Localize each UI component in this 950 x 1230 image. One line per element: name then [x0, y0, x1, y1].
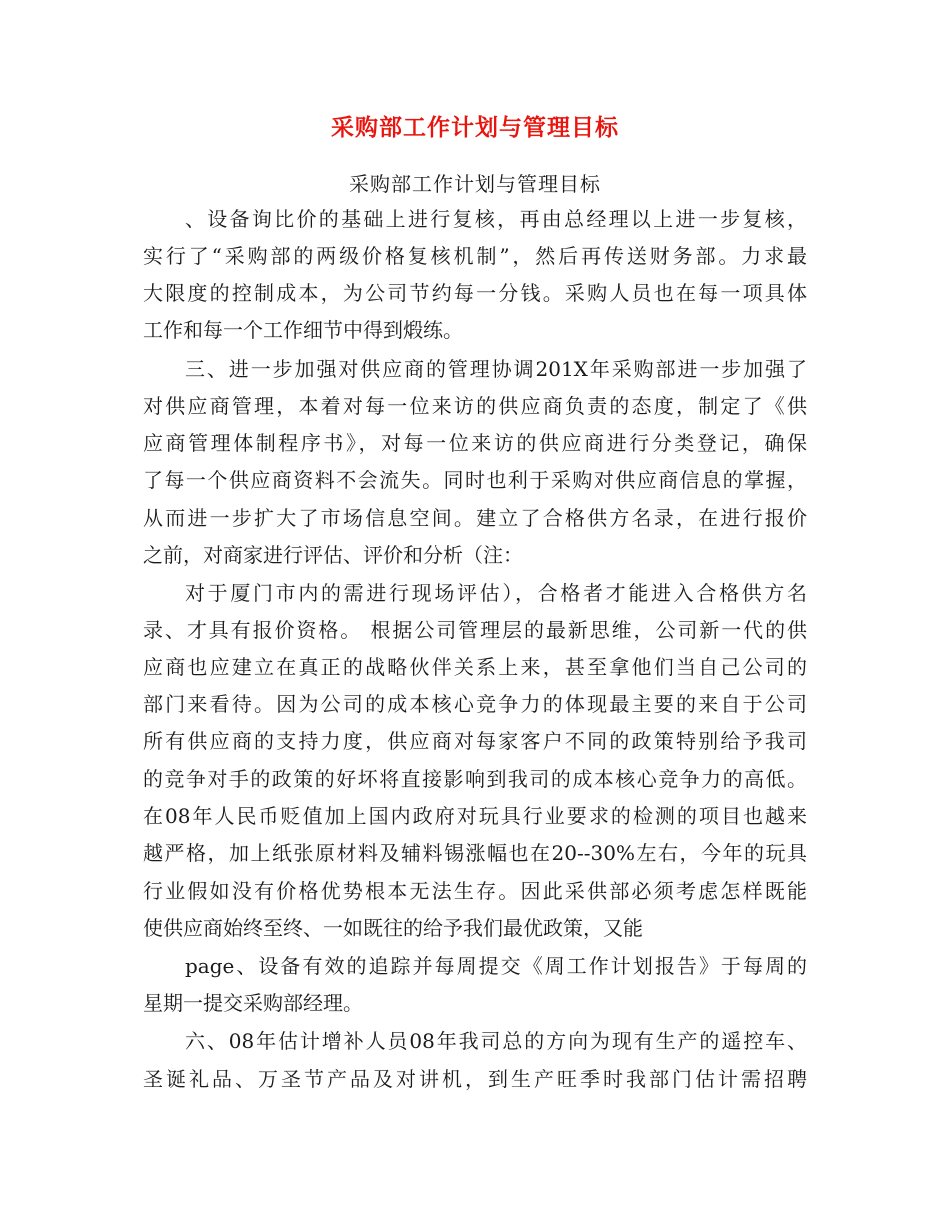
text-line-23: 六、08年估计增补人员08年我司总的方向为现有生产的遥控车、	[185, 1029, 807, 1053]
text-line-18: 越严格，加上纸张原材料及辅料锡涨幅也在20--30%左右，今年的玩具	[143, 841, 807, 865]
text-line-7: 应商管理体制程序书》，对每一位来访的供应商进行分类登记，确保	[143, 431, 807, 455]
text-line-11: 对于厦门市内的需进行现场评估），合格者才能进入合格供方名	[185, 581, 807, 605]
text-line-2: 实行了“采购部的两级价格复核机制”，然后再传送财务部。力求最	[143, 244, 807, 268]
text-line-1: 、设备询比价的基础上进行复核，再由总经理以上进一步复核，	[185, 207, 807, 231]
text-line-13: 应商也应建立在真正的战略伙伴关系上来，甚至拿他们当自己公司的	[143, 655, 807, 679]
text-line-12: 录、才具有报价资格。 根据公司管理层的最新思维，公司新一代的供	[143, 618, 807, 642]
text-line-24: 圣诞礼品、万圣节产品及对讲机，到生产旺季时我部门估计需招聘	[143, 1067, 807, 1091]
document-subtitle: 采购部工作计划与管理目标	[349, 172, 601, 196]
document-title: 采购部工作计划与管理目标	[331, 114, 619, 141]
text-line-9: 从而进一步扩大了市场信息空间。建立了合格供方名录，在进行报价	[143, 506, 807, 530]
text-line-22: 星期一提交采购部经理。	[143, 991, 363, 1015]
text-line-8: 了每一个供应商资料不会流失。同时也利于采购对供应商信息的掌握，	[143, 468, 807, 492]
text-line-15: 所有供应商的支持力度，供应商对每家客户不同的政策特别给予我司	[143, 729, 807, 753]
text-line-16: 的竞争对手的政策的好坏将直接影响到我司的成本核心竞争力的高低。	[143, 767, 807, 791]
text-line-19: 行业假如没有价格优势根本无法生存。因此采供部必须考虑怎样既能	[143, 879, 807, 903]
text-line-14: 部门来看待。因为公司的成本核心竞争力的体现最主要的来自于公司	[143, 692, 807, 716]
text-line-21: page、设备有效的追踪并每周提交《周工作计划报告》于每周的	[185, 954, 807, 978]
text-line-5: 三、进一步加强对供应商的管理协调201X年采购部进一步加强了	[185, 357, 807, 381]
text-line-20: 使供应商始终至终、一如既往的给予我们最优政策，又能	[143, 916, 643, 940]
text-line-3: 大限度的控制成本，为公司节约每一分钱。采购人员也在每一项具体	[143, 281, 807, 305]
text-line-10: 之前，对商家进行评估、评价和分析（注：	[143, 543, 523, 567]
text-line-4: 工作和每一个工作细节中得到煅练。	[143, 318, 463, 342]
text-line-17: 在08年人民币贬值加上国内政府对玩具行业要求的检测的项目也越来	[143, 804, 807, 828]
text-line-6: 对供应商管理，本着对每一位来访的供应商负责的态度，制定了《供	[143, 394, 807, 418]
